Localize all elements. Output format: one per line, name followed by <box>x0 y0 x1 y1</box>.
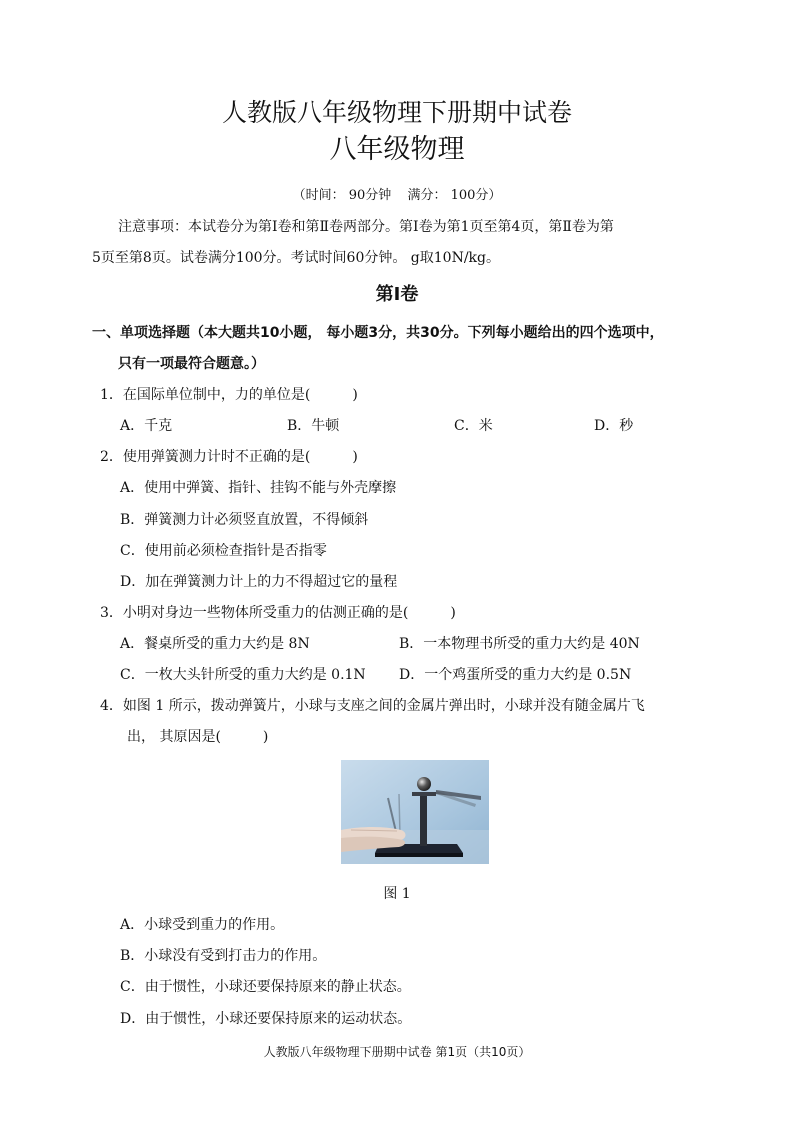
exam-time-score <box>0 184 794 203</box>
question-4-stem-line-1: 4．如图 1 所示，拨动弹簧片，小球与支座之间的金属片弹出时，小球并没有随金属片飞 <box>100 698 645 714</box>
question-3-option-a: A．餐桌所受的重力大约是 8N <box>120 636 310 652</box>
question-2-option-b: B．弹簧测力计必须竖直放置，不得倾斜 <box>120 512 369 528</box>
figure-1-caption: 图 1 <box>383 886 411 902</box>
question-1-option-d: D．秒 <box>594 418 634 434</box>
question-2-option-d: D．加在弹簧测力计上的力不得超过它的量程 <box>120 574 398 590</box>
notice-line-2: 5页至第8页。试卷满分100分。考试时间60分钟。 g取10N/kg。 <box>92 250 500 266</box>
section-heading-line-1: 一、单项选择题（本大题共10小题， 每小题3分，共30分。下列每小题给出的四个选项中， <box>92 325 664 341</box>
question-3-stem: 3．小明对身边一些物体所受重力的估测正确的是( ) <box>100 605 456 621</box>
question-4-option-b: B．小球没有受到打击力的作用。 <box>120 948 327 964</box>
volume-heading: 第Ⅰ卷 <box>375 284 419 305</box>
exam-title: 人教版八年级物理下册期中试卷 <box>221 98 572 127</box>
section-heading-line-2: 只有一项最符合题意。） <box>118 356 265 372</box>
question-1-option-a: A．千克 <box>120 418 173 434</box>
question-4-option-a: A．小球受到重力的作用。 <box>120 917 285 933</box>
question-4-option-c: C．由于惯性，小球还要保持原来的静止状态。 <box>120 979 411 995</box>
question-3-option-b: B．一本物理书所受的重力大约是 40N <box>399 636 640 652</box>
question-1-option-b: B．牛顿 <box>287 418 340 434</box>
page-footer: 人教版八年级物理下册期中试卷 第1页（共10页） <box>263 1045 531 1059</box>
question-2-option-c: C．使用前必须检查指针是否指零 <box>120 543 327 559</box>
question-3-option-d: D．一个鸡蛋所受的重力大约是 0.5N <box>399 667 632 683</box>
figure-1-image <box>341 760 489 864</box>
question-4-stem-line-2: 出， 其原因是( ) <box>127 729 269 745</box>
notice-line-1: 注意事项：本试卷分为第Ⅰ卷和第Ⅱ卷两部分。第Ⅰ卷为第1页至第4页，第Ⅱ卷为第 <box>118 219 614 235</box>
exam-time: （时间： 90分钟 <box>292 188 392 203</box>
exam-score: 满分： 100分） <box>407 188 502 203</box>
question-4-option-d: D．由于惯性，小球还要保持原来的运动状态。 <box>120 1011 412 1027</box>
question-2-option-a: A．使用中弹簧、指针、挂钩不能与外壳摩擦 <box>120 480 397 496</box>
question-3-option-c: C．一枚大头针所受的重力大约是 0.1N <box>120 667 366 683</box>
question-1-option-c: C．米 <box>454 418 493 434</box>
exam-subtitle: 八年级物理 <box>329 134 465 165</box>
question-1-stem: 1．在国际单位制中，力的单位是( ) <box>100 387 358 403</box>
question-2-stem: 2．使用弹簧测力计时不正确的是( ) <box>100 449 358 465</box>
